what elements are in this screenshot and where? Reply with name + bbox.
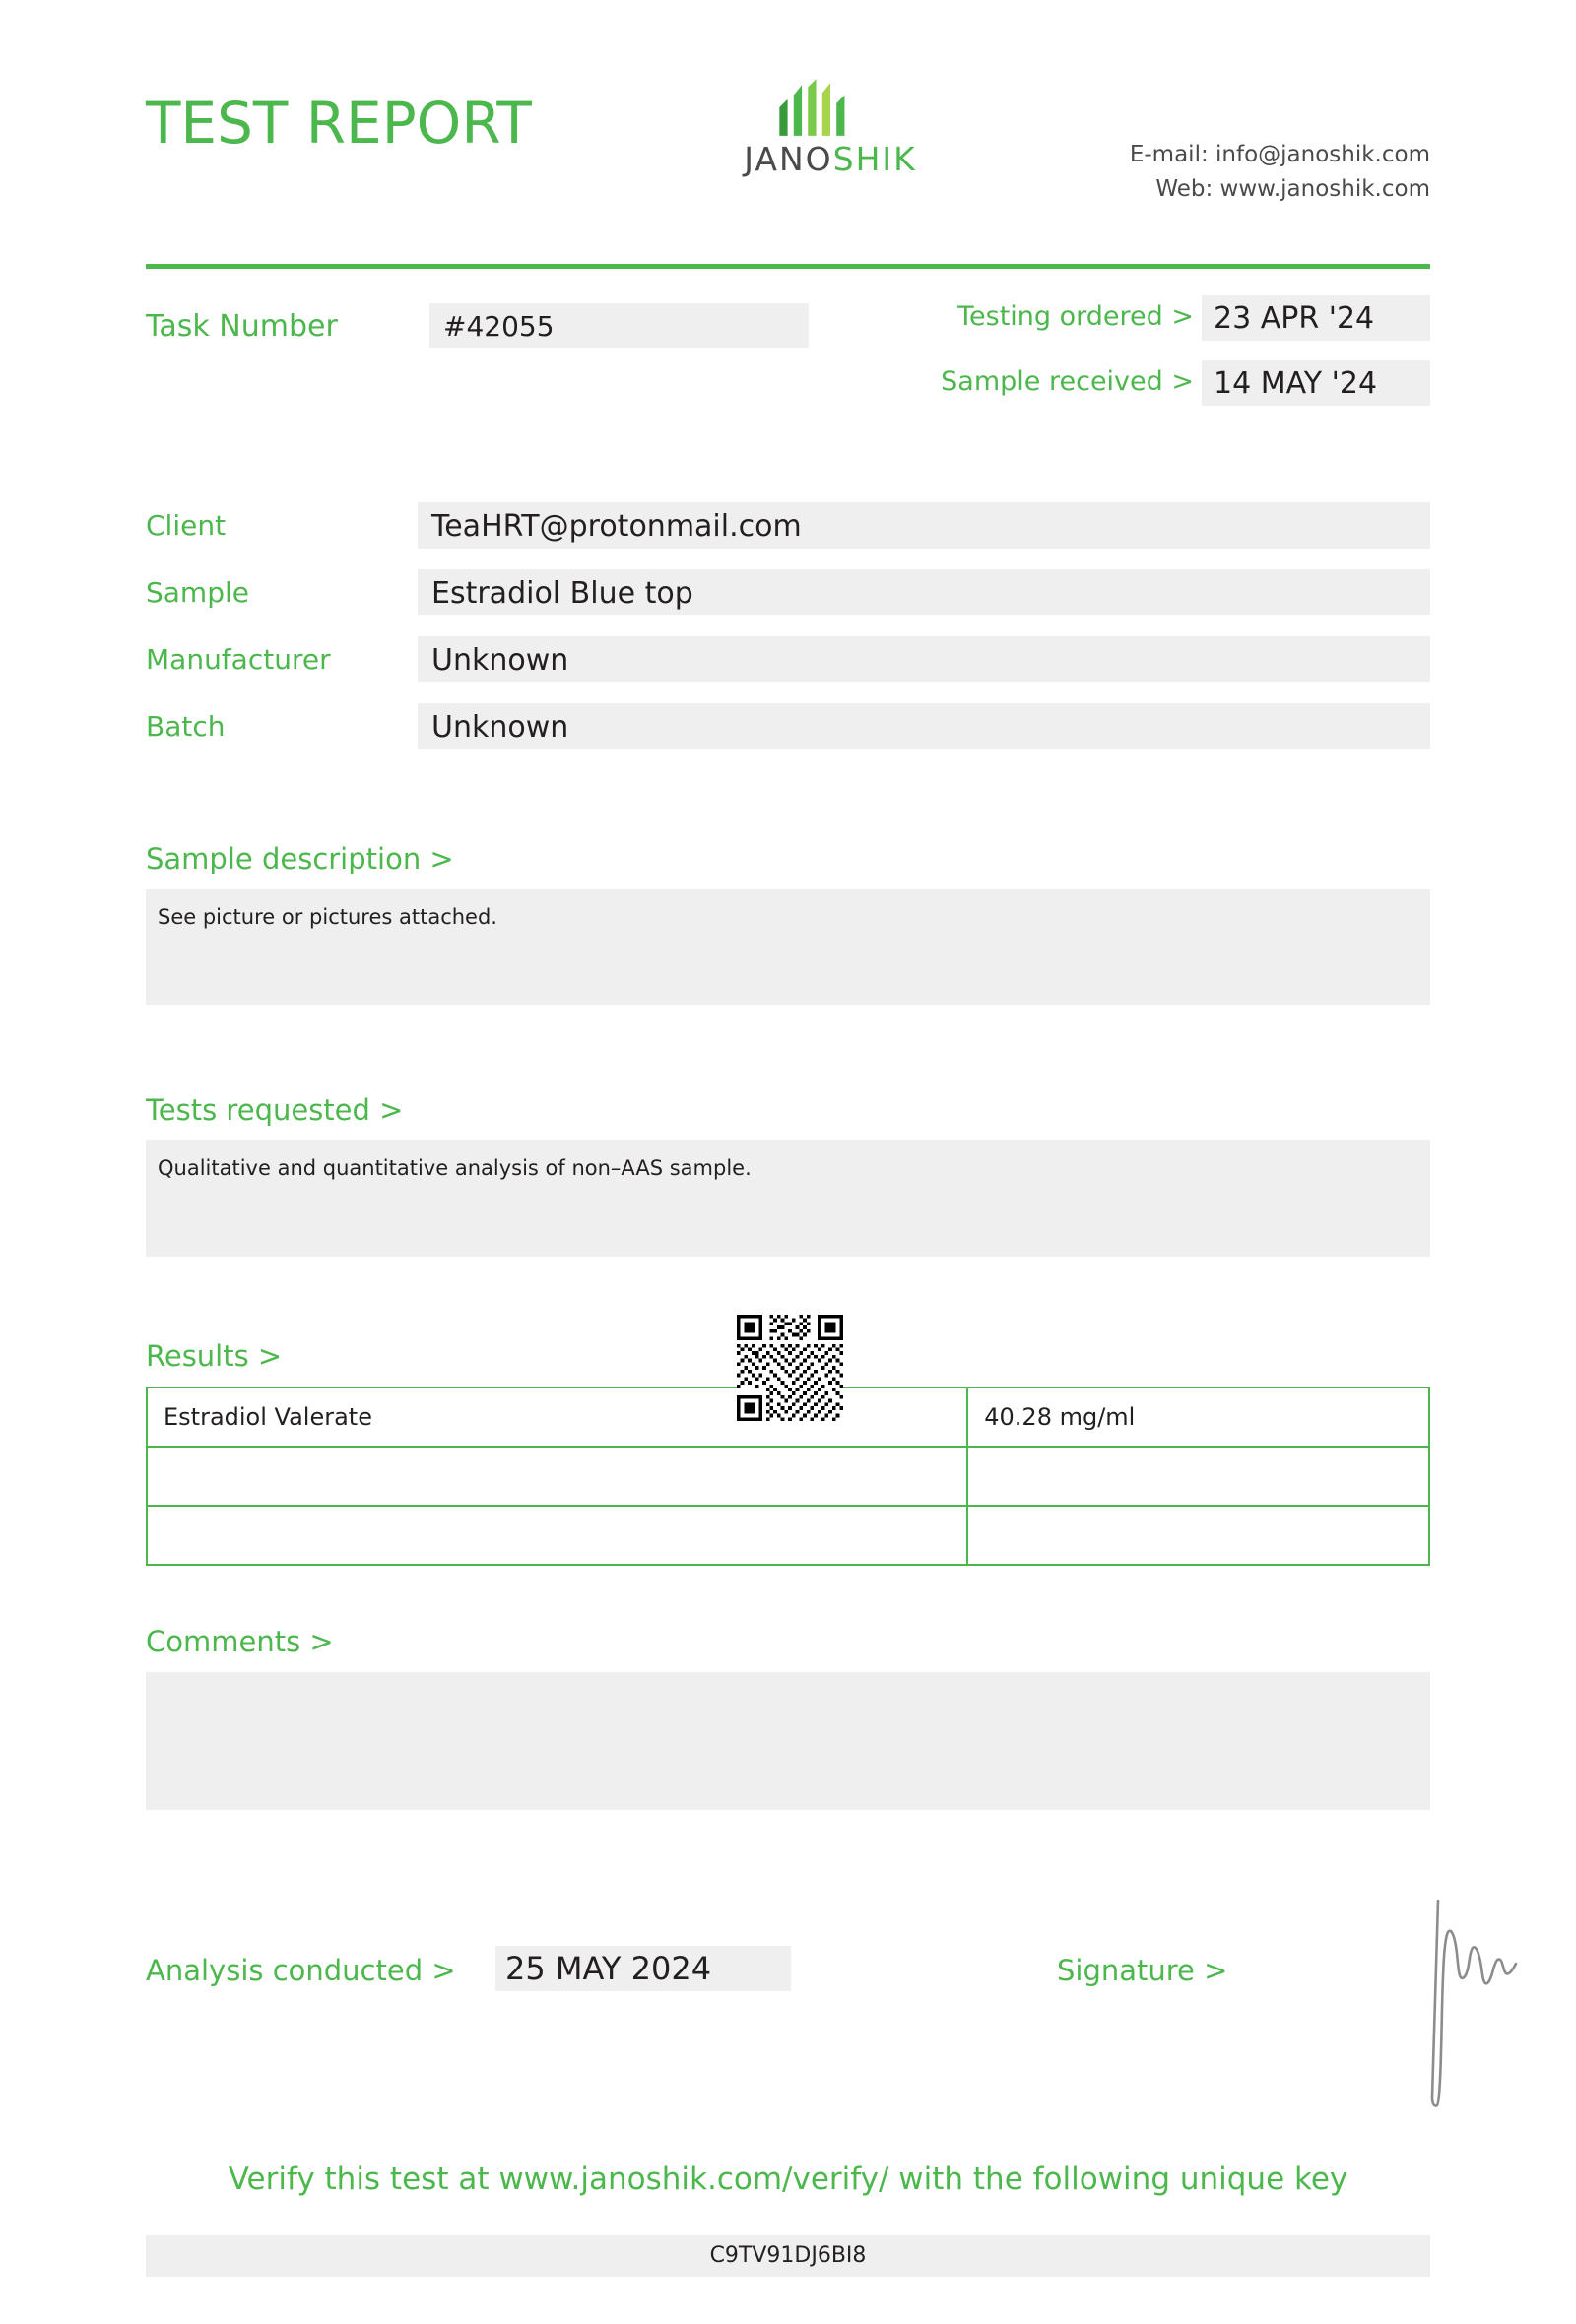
logo-text-green: SHIK [832, 140, 917, 178]
testing-ordered-value: 23 APR '24 [1202, 295, 1430, 341]
testing-ordered-label: Testing ordered > [957, 301, 1194, 332]
result-amount: 40.28 mg/ml [967, 1388, 1429, 1447]
sample-description-text: See picture or pictures attached. [146, 889, 1430, 1005]
header-divider [146, 264, 1430, 269]
logo-text-dark: JANO [744, 140, 833, 178]
logo-wordmark [697, 140, 963, 178]
comments-title: Comments > [146, 1625, 334, 1658]
result-amount [967, 1447, 1429, 1506]
info-row-batch [146, 703, 1430, 750]
report-header [146, 0, 1430, 202]
table-row [147, 1506, 1429, 1565]
result-compound: Estradiol Valerate [147, 1388, 967, 1447]
comments-section [146, 1625, 1430, 1810]
sample-description-section [146, 842, 1430, 1005]
result-amount [967, 1506, 1429, 1565]
client-value: TeaHRT@protonmail.com [418, 502, 1430, 549]
signature-label: Signature > [1057, 1954, 1228, 1987]
sample-received-value: 14 MAY '24 [1202, 360, 1430, 406]
results-title: Results > [146, 1339, 283, 1373]
task-number-label: Task Number [146, 309, 338, 344]
dates-block [879, 295, 1430, 425]
analysis-row [146, 1940, 1430, 2029]
comments-text [146, 1672, 1430, 1810]
info-row-manufacturer [146, 636, 1430, 683]
sample-received-row [879, 360, 1430, 408]
tests-requested-text: Qualitative and quantitative analysis of non–AAS sample. [146, 1140, 1430, 1257]
sample-value: Estradiol Blue top [418, 569, 1430, 615]
sample-received-label: Sample received > [941, 366, 1194, 397]
unique-key: C9TV91DJ6BI8 [146, 2235, 1430, 2277]
signature-image [1397, 1891, 1544, 2117]
sample-info-block [146, 502, 1430, 770]
page-title: TEST REPORT [146, 90, 532, 157]
sample-label: Sample [146, 576, 249, 609]
analysis-conducted-date: 25 MAY 2024 [495, 1946, 791, 1991]
janoshik-logo [697, 77, 963, 178]
contact-email: E-mail: info@janoshik.com [1129, 142, 1430, 167]
batch-value: Unknown [418, 703, 1430, 749]
sample-description-title: Sample description > [146, 842, 454, 875]
batch-label: Batch [146, 710, 226, 742]
manufacturer-value: Unknown [418, 636, 1430, 682]
info-row-client [146, 502, 1430, 549]
report-content [146, 0, 1430, 2197]
result-compound [147, 1506, 967, 1565]
testing-ordered-row [879, 295, 1430, 343]
verify-text: Verify this test at www.janoshik.com/verify/ with the following unique key [228, 2162, 1348, 2197]
tests-requested-section [146, 1093, 1430, 1257]
task-row [146, 295, 1430, 414]
contact-web: Web: www.janoshik.com [1155, 175, 1430, 202]
analysis-conducted-label: Analysis conducted > [146, 1954, 456, 1987]
table-row [147, 1447, 1429, 1506]
qr-code-icon [737, 1315, 843, 1421]
mountain-logo-icon [769, 77, 891, 138]
info-row-sample [146, 569, 1430, 616]
task-number-value: #42055 [429, 303, 809, 348]
contact-block [1130, 138, 1430, 206]
result-compound [147, 1447, 967, 1506]
results-section [146, 1339, 1430, 1566]
tests-requested-title: Tests requested > [146, 1093, 404, 1127]
manufacturer-label: Manufacturer [146, 643, 331, 676]
client-label: Client [146, 509, 227, 542]
